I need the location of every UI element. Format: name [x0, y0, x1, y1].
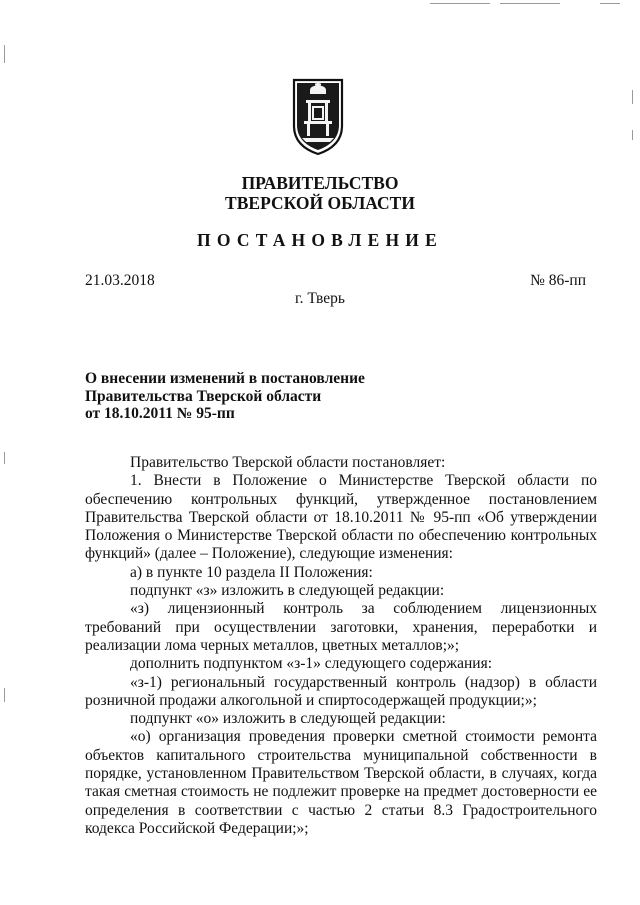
body-paragraph: «з) лицензионный контроль за соблюдением лицензионных требований при осуществлении заготовки, хранения, переработки и реализации лома черных металлов, цветных металлов;»; — [85, 600, 597, 654]
body-paragraph: 1. Внести в Положение о Министерстве Тверской области по обеспечению контрольных функций, утвержденное постановлением Правительства Тверской области от 18.10.2011 № 95-пп «Об утверждении Положения о Министерстве Тверской области по обеспечению контрольных функций» (далее – Положение), следующие изменения: — [85, 472, 597, 563]
body-paragraph: «з-1) региональный государственный контроль (надзор) в области розничной продажи алкогольной и спиртосодержащей продукции;»; — [85, 673, 597, 709]
body-paragraph: дополнить подпунктом «з-1» следующего содержания: — [130, 655, 493, 673]
body-paragraph: Правительство Тверской области постановляет: — [130, 454, 446, 471]
document-city: г. Тверь — [295, 290, 345, 307]
scan-artifact — [4, 45, 5, 63]
scan-artifact — [4, 452, 5, 464]
subject-line: Правительства Тверской области — [85, 387, 322, 405]
scan-artifact — [500, 3, 560, 4]
government-name-line-2: ТВЕРСКОЙ ОБЛАСТИ — [225, 193, 415, 213]
subject-line: от 18.10.2011 № 95-пп — [85, 405, 235, 422]
document-date: 21.03.2018 — [85, 272, 155, 289]
scan-artifact — [4, 688, 5, 702]
body-paragraph: подпункт «з» изложить в следующей редакции: — [130, 582, 445, 600]
subject-line: О внесении изменений в постановление — [85, 370, 365, 387]
scan-artifact — [600, 3, 620, 4]
document-subject — [85, 370, 485, 423]
body-paragraph: «о) организация проведения проверки сметной стоимости ремонта объектов капитального строительства муниципальной собственности в порядке, установленном Правительством Тверской области, в случаях, когда такая сметная стоимость не подлежит проверке на предмет достоверности ее определения в соответствии с частью 2 статьи 8.3 Градостроительного кодекса Российской Федерации;»; — [85, 728, 597, 837]
body-paragraph: подпункт «о» изложить в следующей редакции: — [130, 710, 446, 728]
scan-artifact — [632, 130, 633, 140]
document-number: № 86-пп — [530, 272, 586, 289]
scan-artifact — [632, 90, 633, 104]
tver-coat-of-arms-icon — [290, 76, 346, 156]
body-paragraph: а) в пункте 10 раздела II Положения: — [130, 563, 373, 581]
document-body — [85, 454, 597, 838]
document-type-heading: ПОСТАНОВЛЕНИЕ — [197, 230, 443, 250]
government-name-line-1: ПРАВИТЕЛЬСТВО — [241, 173, 399, 193]
scan-artifact — [430, 3, 490, 4]
